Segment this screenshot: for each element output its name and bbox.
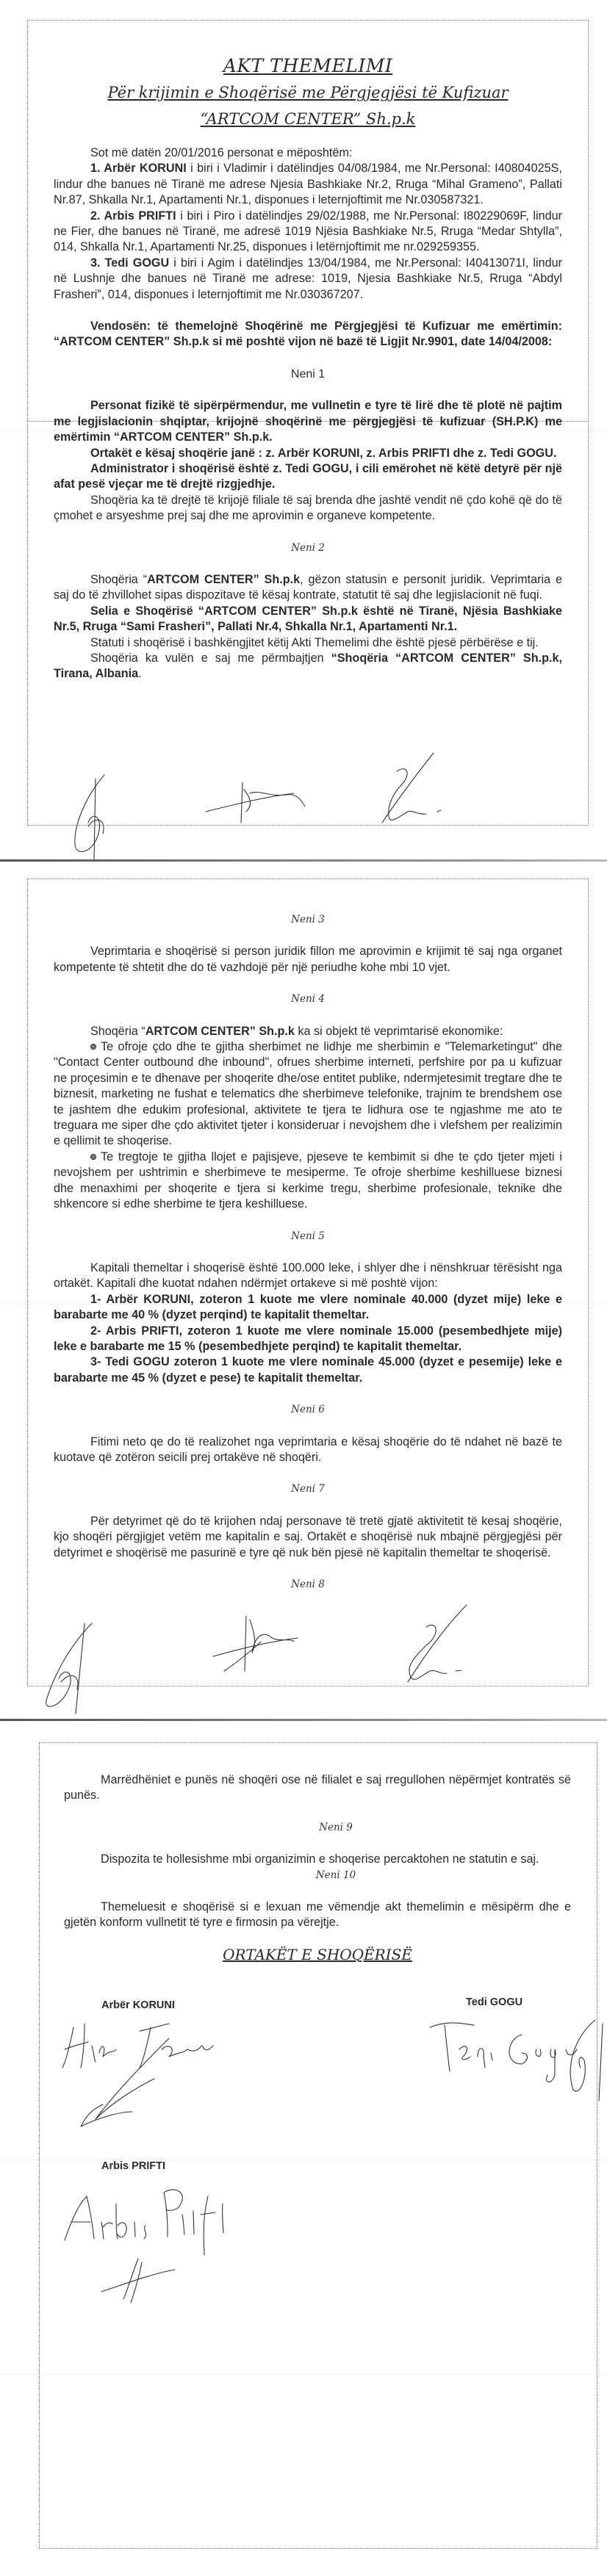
opening-line: Sot më datën 20/01/2016 personat e mëposhtëm: [90,146,353,159]
neni-2-heading: Neni 2 [291,541,325,554]
fold-line [0,2374,607,2375]
neni-5-heading: Neni 5 [291,1230,325,1242]
share-2: 2- Arbis PRIFTI, zoteron 1 kuote me vlere nominale 15.000 (pesembedhjete mije) leke e barabarte me 15 % (pesembedhjete perqind) te kapitalit themeltar. [54,1324,562,1353]
signature-prifti-p1 [198,779,316,830]
person-3-details: i biri i Agim i datëlindjes 13/04/1984, me Nr.Personal: I40413071I, lindur në Lushnje dhe banues në Tiranë me adrese: 1019, Njesia Bashkiake Nr.5, Rruga “Abdyl Frasheri”, 014, disponues i leternjoftimit me Nr.030367207. [54,256,562,301]
neni-9-p1: Dispozita te hollesishme mbi organizimin e shoqerise percaktohen ne statutin e saj. [101,1852,539,1866]
neni-7-p1: Për detyrimet që do të krijohen ndaj personave të tretë gjatë aktivitetit të kesaj shoqërie, kjo shoqëri përgjigjet vetëm me kapitalin e saj. Ortakët e shoqërisë nuk mbajnë përgjegjësi për detyrimet e shoqërisë me pasurinë e tyre që nuk bën pjesë në kapitalin themeltar te shoqerisë. [54,1514,562,1559]
signature-gogu-p1 [367,749,456,830]
neni-1-p4: Shoqëria ka të drejtë të krijojë filiale të saj brenda dhe jashtë vendit në çdo kohë që do të çmohet e arsyeshme prej saj dhe me aprovimin e organeve kompetente. [54,493,562,523]
signature-koruni-p2 [40,1620,114,1715]
neni-6-heading: Neni 6 [291,1404,325,1416]
signature-prifti-p2 [209,1612,305,1678]
seal-content: “Shoqëria “ARTCOM CENTER” Sh.p.k, Tirana, Albania [54,651,562,681]
document-title: AKT THEMELIMI [223,55,393,76]
neni-8-p1: Marrëdhëniet e punës në shoqëri ose në filialet e saj rregullohen nëpërmjet kontratës së punës. [64,1773,571,1803]
neni-9-heading: Neni 9 [319,1821,353,1833]
bullet-text: Te ofroje çdo dhe te gjitha sherbimet ne lidhje me sherbimin e "Telemarketingut" dhe "Contact Center outbound dhe inbound", ofrues sherbime interneti, perfshire por pa u kufizuar ne proçesimin e te dhenave per shoqerite dhe/ose entitet publike, ndermjetesimit tregtare dhe te biznesit, marketing ne fushat e telematics dhe sherbimeve telefonike, trajnim te brendshem ose te jashtem dhe edukim profesional, aktivitete te tjera te lidhura ose te ngjashme me ato te treguara me siper dhe çdo aktivitet tjeter i konsideruar i nevojshem dhe i vlefshem per realizimin e qellimit te shoqerise. [54,1040,562,1148]
neni-5-p1: Kapitali themeltar i shoqerisë është 100.000 leke, i shlyer dhe i nënshkruar tërësisht nga ortakët. Kapitali dhe kuotat ndahen ndërmjet ortakeve si më poshtë vijon: [54,1260,562,1291]
partner-name-gogu: Tedi GOGU [466,1996,523,2008]
neni-2-p3: Statuti i shoqërisë i bashkëngjitet këtij Akti Themelimi dhe është pjesë përbërëse e tij. [90,635,539,649]
signature-koruni-p1 [66,771,132,859]
neni-4-bullet-1 [54,1039,562,1150]
share-1: 1- Arbër KORUNI, zoteron 1 kuote me vlere nominale 40.000 (dyzet mije) leke e barabarte me 40 % (dyzet perqind) te kapitalit themeltar. [54,1292,562,1322]
partner-name-prifti: Arbis PRIFTI [101,2160,166,2172]
neni-10-p1: Themeluesit e shoqërisë si e lexuan me vëmendje akt themelimin e mësipërm dhe e gjetën konform vullnetit të tyre e firmosin pa vërejtje. [64,1900,571,1930]
company-name: ARTCOM CENTER” Sh.p.k [145,1024,295,1038]
company-title: “ARTCOM CENTER” Sh.p.k [200,110,416,128]
signature-prifti-handwritten [57,2182,263,2306]
neni-1-p1: Personat fizikë të sipërpërmendur, me vullnetin e tyre të lirë dhe të plotë në pajtim me legjislacionin shqiptar, krijojnë shoqërinë me përgjegjësi të kufizuar (SH.P.K) me emërtimin “ARTCOM CENTER” Sh.p.k. [54,399,562,444]
partner-name-koruni: Arbër KORUNI [101,1999,175,2011]
bullet-text: Te tregtoje te gjitha llojet e pajisjeve, pjeseve te kembimit si dhe te çdo tjeter mjeti i nevojshem per ushtrimin e sherbimeve te mesiperme. Te ofroje sherbime keshilluese biznesi dhe menaxhimi per shoqerite e tjera si kerkime tregu, sherbime profesionale, teknike dhe shkencore si edhe sherbime te tjera keshilluese. [54,1150,562,1211]
neni-6-p1: Fitimi neto qe do të realizohet nga veprimtaria e kësaj shoqërie do të ndahet në bazë te kuotave që zotëron seicili prej ortakëve në shoqëri. [54,1435,562,1464]
signature-gogu-handwritten [426,2016,607,2104]
share-3: 3- Tedi GOGU zoteron 1 kuote me vlere nominale 45.000 (dyzet e pesemije) leke e barabarte me 45 % (dyzet e pese) te kapitalit themeltar. [54,1355,562,1385]
neni-10-heading: Neni 10 [315,1869,356,1881]
text: , gëzon statusin e personit juridik. Veprimtaria e saj do të zhvillohet sipas dispozitave të kësaj kontrate, statutit të saj dhe legjislacionit në fuqi. [54,572,563,602]
person-2 [54,209,562,256]
neni-4-bullet-2 [54,1150,562,1213]
document-subtitle: Për krijimin e Shoqërisë me Përgjegjësi të Kufizuar [107,84,509,101]
page-break-1 [0,859,607,862]
text: . [138,667,142,681]
text: Shoqëria “ [90,1024,146,1038]
person-1-name: 1. Arbër KORUNI [90,162,187,176]
neni-4-heading: Neni 4 [291,993,325,1006]
neni-7-heading: Neni 7 [291,1483,325,1496]
page-3-content [64,1772,571,1963]
neni-3-p1: Veprimtaria e shoqërisë si person juridik fillon me aprovimin e krijimit të saj nga organet kompetente të shtetit dhe do të vazhdojë për një periudhe kohe mbi 10 vjet. [54,945,562,974]
page-break-2 [0,1719,607,1721]
neni-4-intro [54,1024,562,1039]
page-1-content [54,53,562,682]
neni-1-p2: Ortakët e kësaj shoqërie janë : z. Arbër KORUNI, z. Arbis PRIFTI dhe z. Tedi GOGU. [90,446,557,460]
partners-heading: ORTAKËT E SHOQËRISË [223,1945,412,1963]
decision-paragraph: Vendosën: të themelojnë Shoqërinë me Përgjegjësi të Kufizuar me emërtimin: “ARTCOM CENTER” Sh.p.k si më poshtë vijon në bazë të Ligjit Nr.9901, date 14/04/2008: [54,320,562,349]
text: Shoqëria ka vulën e saj me përmbajtjen [90,651,331,665]
neni-1-p3: Administrator i shoqërisë është z. Tedi GOGU, i cili emërohet në këtë detyrë për një afat pesë vjeçar me të drejtë rizgjedhje. [54,461,562,491]
text: Shoqëria “ [90,572,148,586]
neni-8-heading: Neni 8 [291,1579,325,1590]
neni-1-heading: Neni 1 [290,367,326,380]
neni-2-p4 [54,651,562,682]
person-1 [54,161,562,208]
text: ka si objekt të veprimtarisë ekonomike: [294,1024,503,1038]
bullet-icon [90,1154,96,1160]
company-name: ARTCOM CENTER” Sh.p.k [147,572,301,586]
neni-2-p1 [54,572,562,604]
person-1-details: i biri i Vladimir i datëlindjes 04/08/1984, me Nr.Personal: I40804025S, lindur dhe banues në Tiranë me adrese Njesia Bashkiake Nr.2, Rruga “Mihal Grameno”, Pallati Nr.87, Shkalla Nr.1, Apartamenti Nr.1, disponues i leternjoftimit me Nr.030587321. [54,162,562,207]
person-3-name: 3. Tedi GOGU [90,256,170,270]
signature-gogu-p2 [382,1601,478,1689]
neni-2-p2: Selia e Shoqërisë “ARTCOM CENTER” Sh.p.k është në Tiranë, Njësia Bashkiake Nr.5, Rruga “Sami Frasheri”, Pallati Nr.4, Shkalla Nr.1, Apartamenti Nr.1. [54,604,562,634]
page-2-content [54,912,562,1592]
person-3 [54,256,562,303]
neni-3-heading: Neni 3 [291,914,325,926]
person-2-name: 2. Arbis PRIFTI [90,209,176,223]
person-2-details: i biri i Piro i datëlindjes 29/02/1988, me Nr.Personal: I80229069F, lindur ne Fier, dhe banues në Tiranë, me adresë 1019 Njësia Bashkiake Nr.5, Rruga “Medar Shtylla”, 014, Shkalla Nr.1, Apartamenti Nr.25, disponues i letërnjoftimit me nr.029259355. [54,209,562,254]
bullet-icon [90,1044,96,1050]
signature-koruni-handwritten [59,2016,250,2149]
